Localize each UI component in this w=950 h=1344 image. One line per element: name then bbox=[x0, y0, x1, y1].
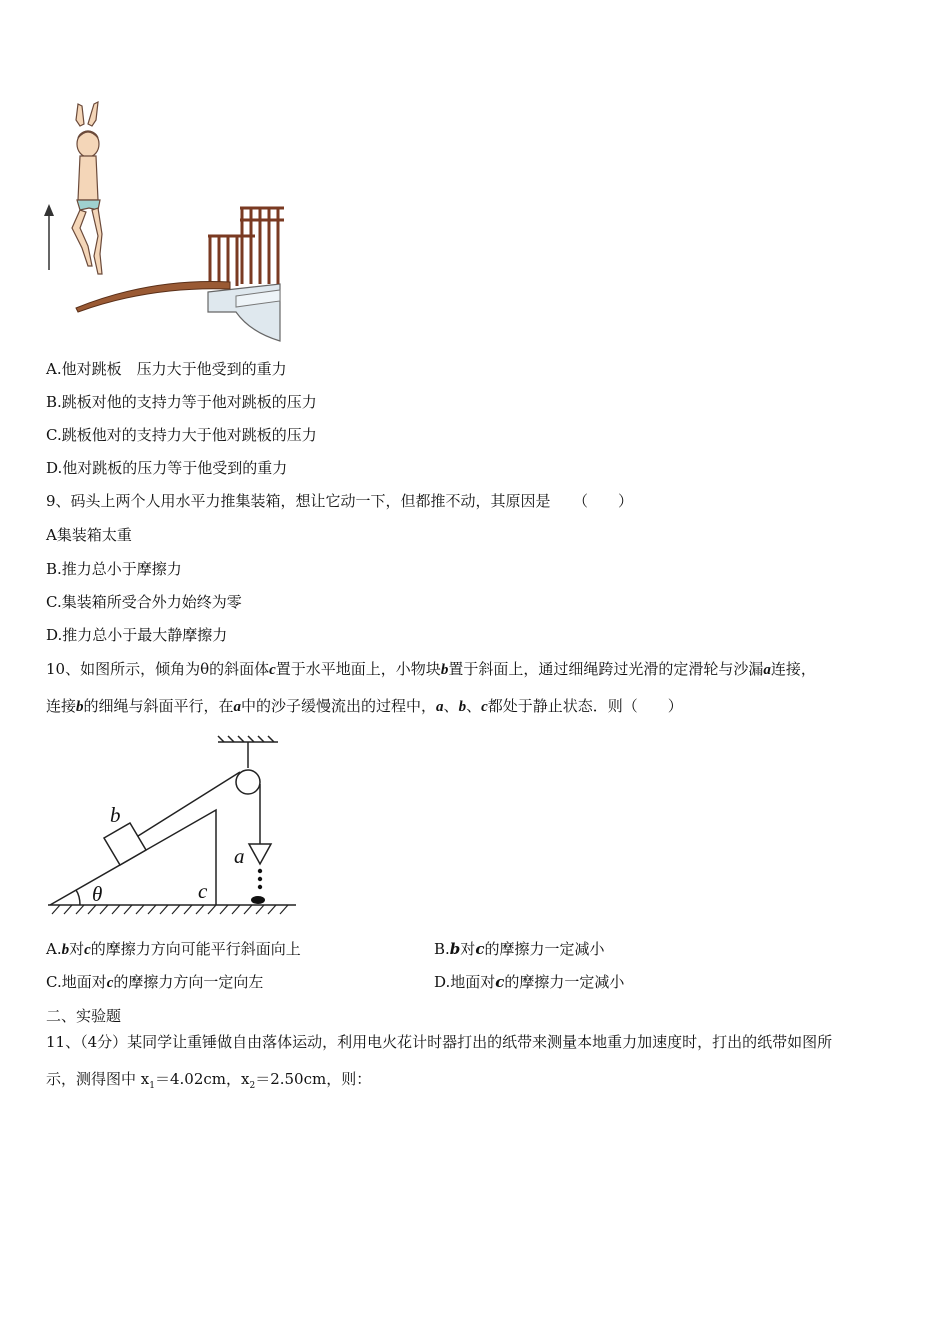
q9-stem: 9、码头上两个人用水平力推集装箱，想让它动一下，但都推不动，其原因是 （ ） bbox=[46, 492, 634, 510]
diving-board-figure bbox=[40, 96, 290, 346]
pulley-icon bbox=[236, 770, 260, 794]
label-b: b bbox=[110, 803, 121, 827]
block-b bbox=[104, 823, 146, 865]
q10-option-d: D.地面对c的摩擦力一定减小 bbox=[434, 973, 625, 991]
diver-figure bbox=[72, 102, 102, 274]
q9-option-d: D.推力总小于最大静摩擦力 bbox=[46, 626, 228, 644]
q10-stem-line-1: 10、如图所示，倾角为θ的斜面体c置于水平地面上，小物块b置于斜面上，通过细绳跨过光滑的定滑轮与沙漏a连接， bbox=[46, 660, 816, 678]
q11-stem-line-1: 11、（4分）某同学让重锤做自由落体运动，利用电火花计时器打出的纸带来测量本地重力加速度时，打出的纸带如图所 bbox=[46, 1033, 833, 1051]
label-theta: θ bbox=[92, 882, 103, 906]
label-c: c bbox=[198, 879, 208, 903]
q8-option-b: B.跳板对他的支持力等于他对跳板的压力 bbox=[46, 393, 317, 411]
label-a: a bbox=[234, 844, 245, 868]
sand-funnel-a bbox=[249, 844, 271, 864]
upward-arrow-icon bbox=[44, 204, 54, 270]
q9-option-a: A集装箱太重 bbox=[46, 526, 132, 544]
q9-option-b: B.推力总小于摩擦力 bbox=[46, 560, 182, 578]
q8-option-a: A.他对跳板 压力大于他受到的重力 bbox=[46, 360, 287, 378]
q10-option-c: C.地面对c的摩擦力方向一定向左 bbox=[46, 973, 264, 991]
q9-option-c: C.集装箱所受合外力始终为零 bbox=[46, 593, 242, 611]
q8-option-c: C.跳板他对的支持力大于他对跳板的压力 bbox=[46, 426, 317, 444]
q11-stem-line-2: 示，测得图中 $x_1=4.02cm$，$x_2=2.50cm$，则： bbox=[46, 1070, 372, 1091]
section-title: 二、实验题 bbox=[46, 1007, 122, 1025]
q10-option-b: B.b对c的摩擦力一定减小 bbox=[434, 940, 605, 958]
q10-stem-line-2: 连接b的细绳与斜面平行，在a中的沙子缓慢流出的过程中，a、b、c都处于静止状态．则（ ） bbox=[46, 697, 683, 715]
q10-option-a: A.b对c的摩擦力方向可能平行斜面向上 bbox=[46, 940, 301, 958]
q8-option-d: D.他对跳板的压力等于他受到的重力 bbox=[46, 459, 288, 477]
sand-drops bbox=[251, 869, 265, 904]
incline-pulley-figure bbox=[44, 728, 298, 918]
